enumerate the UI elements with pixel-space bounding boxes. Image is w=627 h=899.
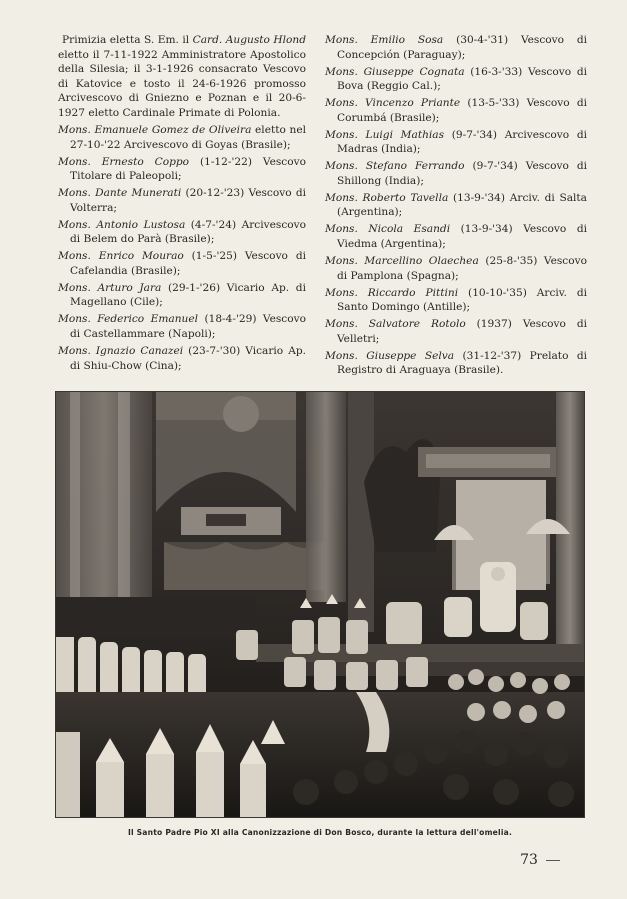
left-column bbox=[58, 33, 306, 376]
entry-name: Mons. Luigi Mathias bbox=[325, 128, 445, 141]
canonization-photo bbox=[56, 392, 584, 817]
list-item bbox=[58, 155, 306, 184]
entry-card-hlond bbox=[58, 33, 306, 121]
entry-text: (9-7-'34) Arcivescovo di Madras (India); bbox=[337, 128, 587, 156]
page-number-text: 73 bbox=[520, 852, 538, 868]
photo-illustration bbox=[56, 392, 584, 817]
entry-text: (1937) Vescovo di Velletri; bbox=[337, 318, 587, 345]
list-item bbox=[58, 312, 306, 341]
entry-text: (13-5-'33) Vescovo di Corumbá (Brasile); bbox=[337, 97, 587, 124]
entry-text: (4-7-'24) Arcivescovo di Belem do Parà (Brasile); bbox=[70, 218, 306, 246]
entry-text: (9-7-'34) Vescovo di Shillong (India); bbox=[337, 160, 587, 187]
entry-text: (30-4-'31) Vescovo di Concepción (Paraguay); bbox=[337, 34, 587, 61]
entry-prefix: Primizia eletta S. Em. il bbox=[62, 34, 193, 46]
entry-text: (1-12-'22) Vescovo Titolare di Paleopoli; bbox=[70, 155, 306, 183]
list-item bbox=[58, 218, 306, 247]
right-column bbox=[325, 33, 587, 380]
entry-name: Mons. Giuseppe Cognata bbox=[325, 65, 465, 78]
entry-text: (23-7-'30) Vicario Ap. di Shiu-Chow (Cina); bbox=[70, 345, 306, 372]
entry-name: Mons. Federico Emanuel bbox=[58, 313, 198, 326]
entry-text: (25-8-'35) Vescovo di Pamplona (Spagna); bbox=[337, 255, 587, 282]
entry-name: Mons. Nicola Esandi bbox=[325, 223, 451, 236]
entry-text: (29-1-'26) Vicario Ap. di Magellano (Cile); bbox=[70, 281, 306, 309]
list-item bbox=[325, 159, 587, 188]
list-item bbox=[325, 128, 587, 157]
entry-text: (18-4-'29) Vescovo di Castellammare (Napoli); bbox=[70, 313, 306, 341]
entry-name: Mons. Emilio Sosa bbox=[325, 34, 444, 46]
entry-text: (13-9-'34) Vescovo di Viedma (Argentina); bbox=[337, 223, 587, 251]
list-item bbox=[325, 191, 587, 220]
list-item bbox=[58, 123, 306, 152]
entry-name: Mons. Antonio Lustosa bbox=[58, 218, 186, 231]
page-number bbox=[505, 852, 575, 868]
list-item bbox=[325, 222, 587, 251]
entry-name: Mons. Marcellino Olaechea bbox=[325, 255, 479, 268]
entry-name: Mons. Salvatore Rotolo bbox=[325, 318, 466, 331]
list-item bbox=[325, 349, 587, 378]
entry-name: Mons. Giuseppe Selva bbox=[325, 349, 455, 362]
entry-name: Mons. Riccardo Pittini bbox=[325, 286, 459, 299]
entry-name: Card. Augusto Hlond bbox=[192, 34, 306, 46]
entry-text: (31-12-'37) Prelato di Registro di Araguaya (Brasile). bbox=[337, 349, 588, 377]
list-item bbox=[325, 96, 587, 125]
entry-name: Mons. Arturo Jara bbox=[58, 281, 162, 294]
entry-name: Mons. Stefano Ferrando bbox=[325, 160, 465, 173]
entry-name: Mons. Enrico Mourao bbox=[58, 250, 184, 263]
entry-text: (1-5-'25) Vescovo di Cafelandia (Brasile); bbox=[70, 250, 306, 277]
list-item bbox=[58, 186, 306, 215]
entry-text: eletto nel 27-10-'22 Arcivescovo di Goyas (Brasile); bbox=[70, 123, 306, 151]
entry-text: (16-3-'33) Vescovo di Bova (Reggio Cal.); bbox=[337, 65, 587, 93]
list-item bbox=[58, 344, 306, 373]
entry-text: (20-12-'23) Vescovo di Volterra; bbox=[70, 187, 306, 214]
entry-name: Mons. Dante Munerati bbox=[58, 187, 182, 200]
entry-text: (10-10-'35) Arciv. di Santo Domingo (Antille); bbox=[337, 286, 587, 314]
list-item bbox=[325, 317, 587, 346]
list-item bbox=[58, 249, 306, 278]
page-number-dash bbox=[546, 860, 560, 861]
entry-name: Mons. Vincenzo Priante bbox=[325, 97, 461, 110]
entry-text: eletto il 7-11-1922 Amministratore Apostolico della Silesia; il 3-1-1926 consacrato Vescovo di Katovice e tosto il 24-6-1926 promosso Arcivescovo di Gniezno e Poznan e il 20-6-1927 eletto Cardinale Primate di Polonia. bbox=[58, 48, 306, 119]
photo-caption: Il Santo Padre Pio XI alla Canonizzazione di Don Bosco, durante la lettura dell'omelia. bbox=[127, 828, 513, 837]
list-item bbox=[325, 65, 587, 94]
entry-name: Mons. Roberto Tavella bbox=[325, 191, 449, 204]
list-item bbox=[325, 286, 587, 315]
entry-name: Mons. Emanuele Gomez de Oliveira bbox=[58, 123, 252, 136]
list-item bbox=[325, 254, 587, 283]
entry-name: Mons. Ignazio Canazei bbox=[58, 345, 184, 357]
entry-name: Mons. Ernesto Coppo bbox=[58, 155, 190, 168]
list-item bbox=[325, 33, 587, 62]
list-item bbox=[58, 281, 306, 310]
entry-text: (13-9-'34) Arciv. di Salta (Argentina); bbox=[337, 191, 587, 219]
